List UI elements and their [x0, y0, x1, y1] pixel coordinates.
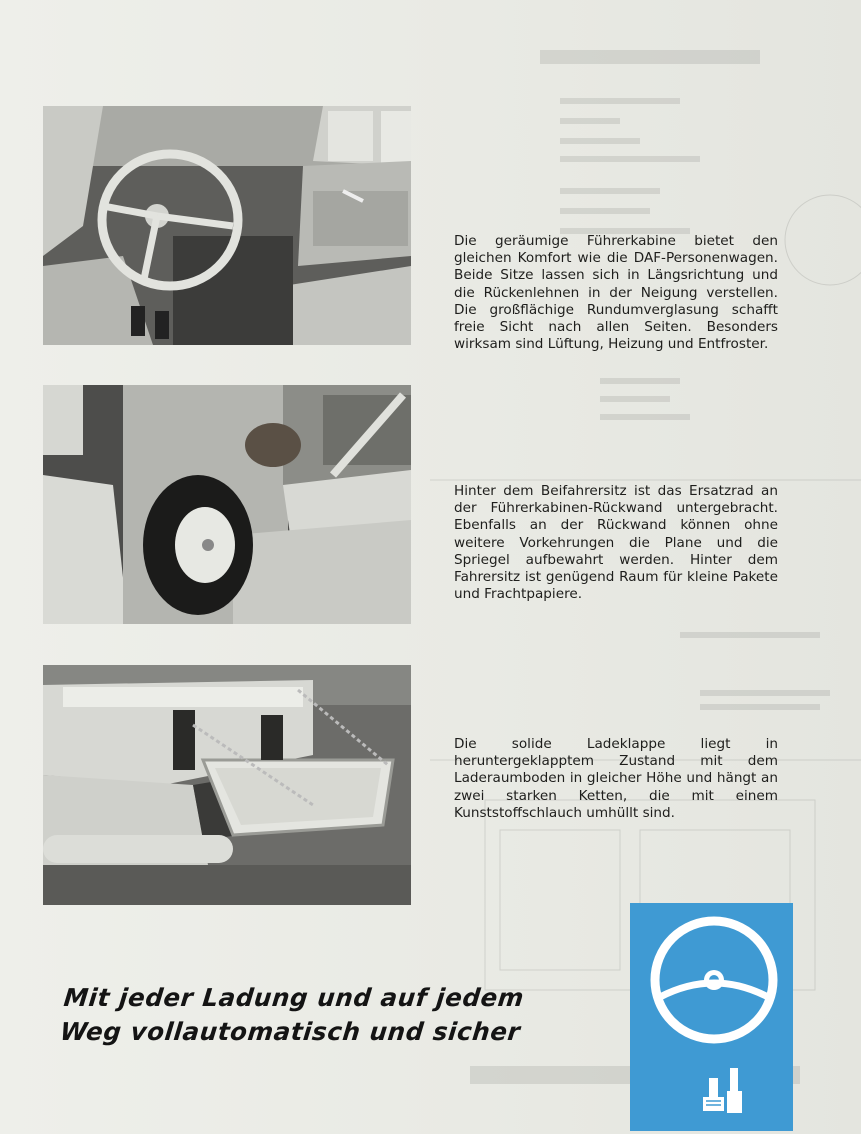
slogan-line-2: Weg vollautomatisch und sicher: [58, 1017, 522, 1046]
cab-comfort-caption: Die geräumige Führerkabine bietet den gleichen Komfort wie die DAF-Personenwagen. Beide Sitze lassen sich in Längsrichtung und die Rückenlehnen in der Neigung verstellen. Die großflächige Rundumverglasung schafft freie Sicht nach allen Seiten. Besonders wirksam sind Lüftung, Heizung und Entfroster.: [454, 233, 778, 353]
tailgate-photo: [43, 665, 411, 905]
tailgate-caption: Die solide Ladeklappe liegt in heruntergeklapptem Zustand mit dem Laderaumboden in gleicher Höhe und hängt an zwei starken Ketten, die mit einem Kunststoffschlauch umhüllt sind.: [454, 736, 778, 821]
spare-tire-photo: [43, 385, 411, 624]
slogan-line-1: Mit jeder Ladung und auf jedem: [62, 983, 526, 1012]
steering-wheel-logo: [630, 903, 793, 1131]
cab-interior-photo: [43, 106, 411, 345]
steering-wheel-icon: [655, 921, 773, 1039]
pedals-icon: [703, 1068, 742, 1113]
slogan-heading: [58, 981, 525, 1049]
spare-tire-caption: Hinter dem Beifahrersitz ist das Ersatzrad an der Führerkabinen-Rückwand untergebracht. Ebenfalls an der Rückwand können ohne weitere Vorkehrungen die Plane und die Spriegel aufbewahrt werden. Hinter dem Fahrersitz ist genügend Raum für kleine Pakete und Frachtpapiere.: [454, 483, 778, 603]
